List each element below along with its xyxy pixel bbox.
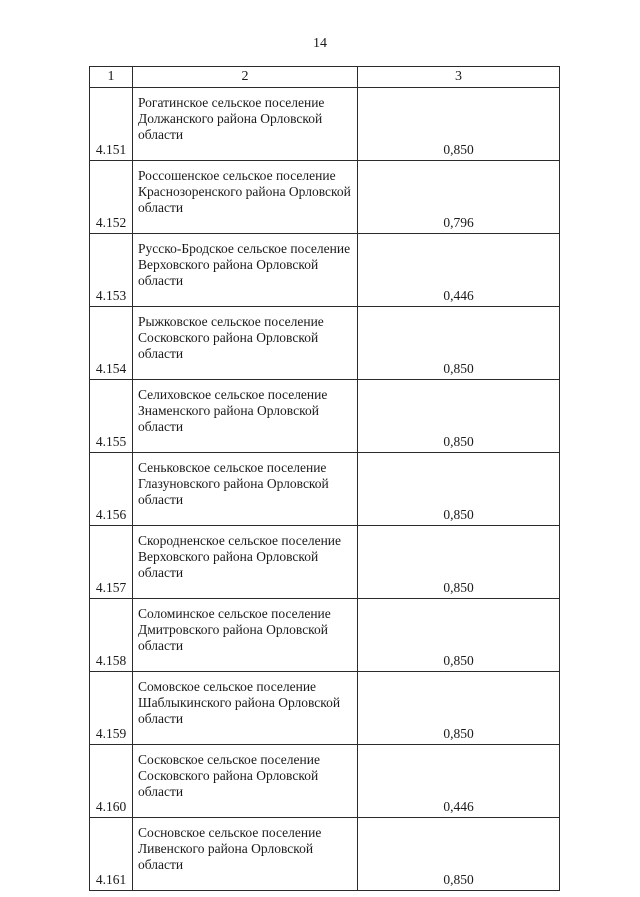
row-number: 4.155 bbox=[90, 380, 133, 453]
coefficient-value: 0,850 bbox=[358, 526, 560, 599]
coefficient-value: 0,850 bbox=[358, 818, 560, 891]
column-header-2: 2 bbox=[133, 67, 358, 88]
settlement-name: Сомовское сельское поселение Шаблыкинского района Орловской области bbox=[133, 672, 358, 745]
row-number: 4.151 bbox=[90, 88, 133, 161]
coefficient-value: 0,850 bbox=[358, 672, 560, 745]
table-row bbox=[90, 526, 560, 599]
coefficient-value: 0,850 bbox=[358, 380, 560, 453]
row-number: 4.152 bbox=[90, 161, 133, 234]
table-row bbox=[90, 672, 560, 745]
settlement-name: Россошенское сельское поселение Краснозоренского района Орловской области bbox=[133, 161, 358, 234]
coefficient-value: 0,446 bbox=[358, 745, 560, 818]
row-number: 4.161 bbox=[90, 818, 133, 891]
settlement-name: Соломинское сельское поселение Дмитровского района Орловской области bbox=[133, 599, 358, 672]
page-number: 14 bbox=[313, 36, 327, 51]
settlement-name: Русско-Бродское сельское поселение Верховского района Орловской области bbox=[133, 234, 358, 307]
table-row bbox=[90, 453, 560, 526]
row-number: 4.157 bbox=[90, 526, 133, 599]
table-header-row bbox=[90, 67, 560, 88]
column-header-3: 3 bbox=[358, 67, 560, 88]
table-row bbox=[90, 234, 560, 307]
coefficient-value: 0,850 bbox=[358, 453, 560, 526]
settlement-name: Сосновское сельское поселение Ливенского района Орловской области bbox=[133, 818, 358, 891]
settlement-name: Сеньковское сельское поселение Глазуновского района Орловской области bbox=[133, 453, 358, 526]
settlement-name: Рогатинское сельское поселение Должанского района Орловской области bbox=[133, 88, 358, 161]
column-header-1: 1 bbox=[90, 67, 133, 88]
row-number: 4.156 bbox=[90, 453, 133, 526]
row-number: 4.160 bbox=[90, 745, 133, 818]
settlement-name: Сосковское сельское поселение Сосковского района Орловской области bbox=[133, 745, 358, 818]
settlement-name: Селиховское сельское поселение Знаменского района Орловской области bbox=[133, 380, 358, 453]
table-row bbox=[90, 745, 560, 818]
table-row bbox=[90, 161, 560, 234]
table-row bbox=[90, 599, 560, 672]
row-number: 4.158 bbox=[90, 599, 133, 672]
table-row bbox=[90, 818, 560, 891]
coefficient-value: 0,796 bbox=[358, 161, 560, 234]
coefficient-value: 0,446 bbox=[358, 234, 560, 307]
coefficient-value: 0,850 bbox=[358, 307, 560, 380]
table-row bbox=[90, 88, 560, 161]
settlements-table bbox=[89, 66, 560, 891]
row-number: 4.154 bbox=[90, 307, 133, 380]
row-number: 4.153 bbox=[90, 234, 133, 307]
coefficient-value: 0,850 bbox=[358, 599, 560, 672]
row-number: 4.159 bbox=[90, 672, 133, 745]
table-row bbox=[90, 380, 560, 453]
settlement-name: Рыжковское сельское поселение Сосковского района Орловской области bbox=[133, 307, 358, 380]
settlement-name: Скородненское сельское поселение Верховского района Орловской области bbox=[133, 526, 358, 599]
coefficient-value: 0,850 bbox=[358, 88, 560, 161]
table-row bbox=[90, 307, 560, 380]
